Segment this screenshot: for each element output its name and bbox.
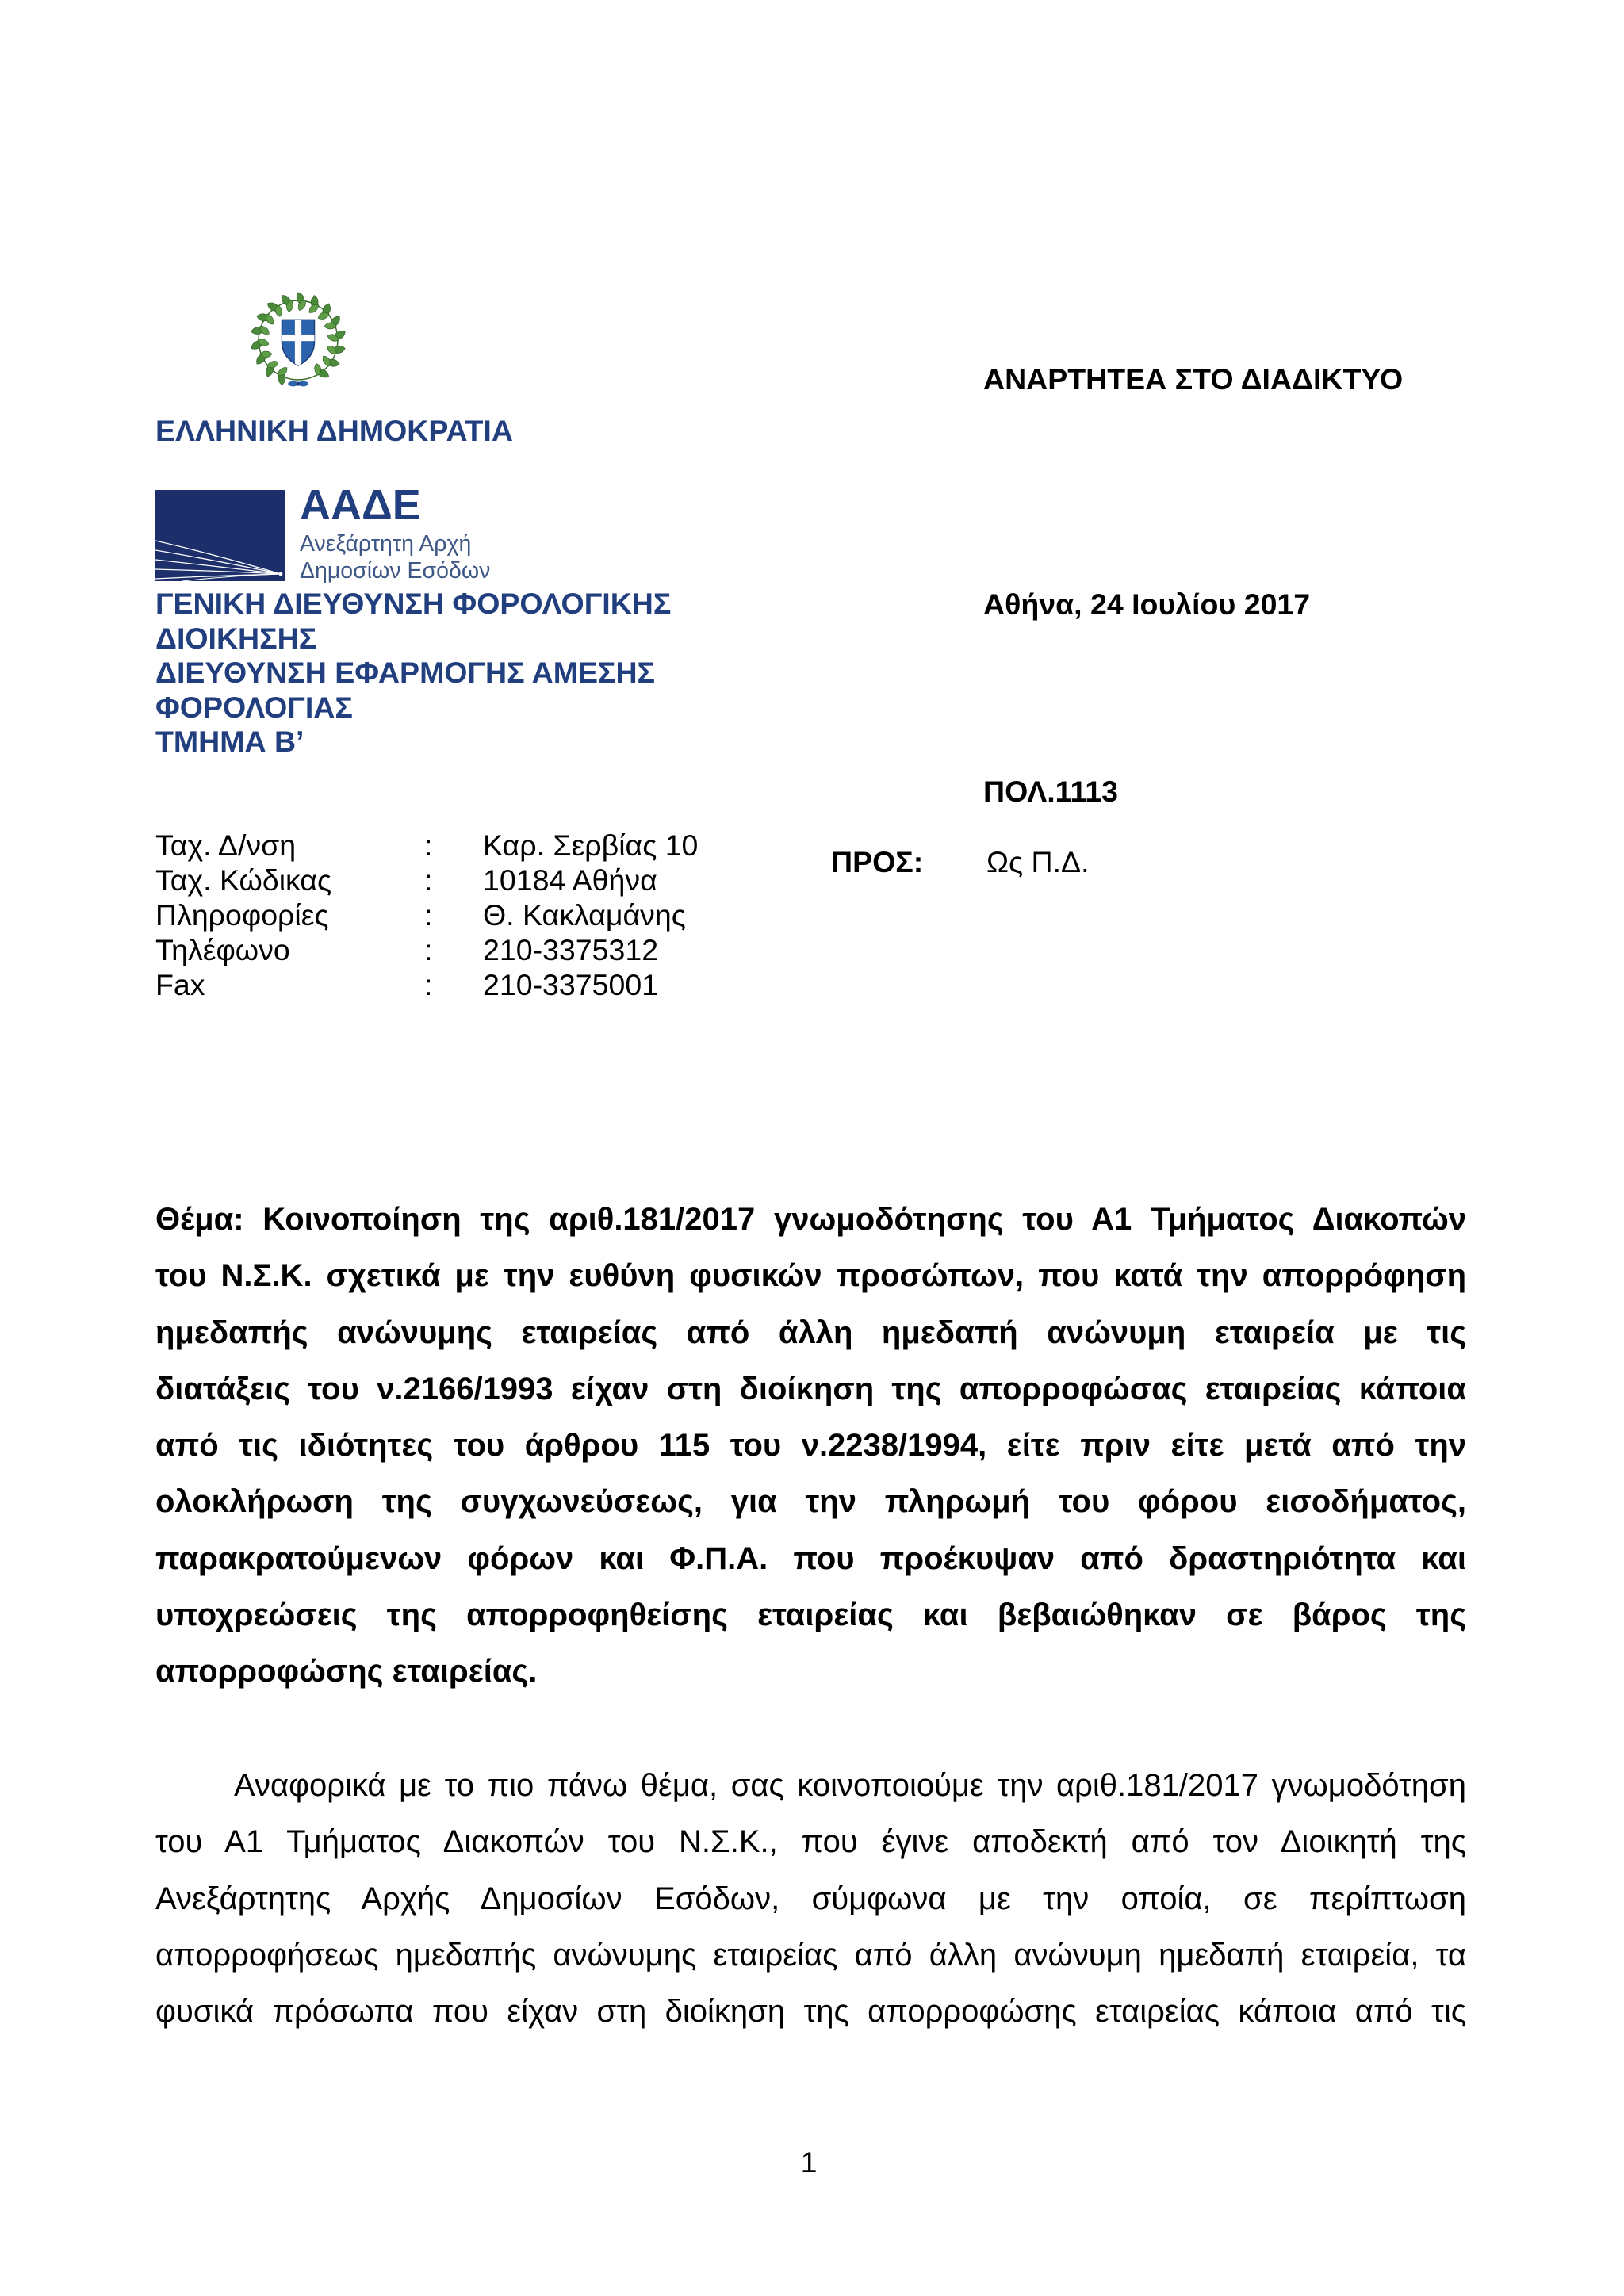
body-line: φυσικά πρόσωπα που είχαν στη διοίκηση της απορροφώσης εταιρείας κάποια από τις [155, 1994, 1466, 2030]
logo-subtitle-line-1: Ανεξάρτητη Αρχή [300, 531, 472, 557]
page-number: 1 [800, 2145, 818, 2179]
logo-acronym: ΑΑΔΕ [300, 481, 421, 529]
contact-value: Καρ. Σερβίας 10 [483, 828, 699, 862]
body-paragraph [155, 1758, 1466, 2040]
recipient-label: ΠΡΟΣ: [831, 845, 924, 878]
body-line: απορροφήσεως ημεδαπής ανώνυμης εταιρείας από άλλη ανώνυμη ημεδαπή εταιρεία, τα [155, 1937, 1466, 1973]
contact-row [155, 967, 758, 1002]
issuer-country: ΕΛΛΗΝΙΚΗ ΔΗΜΟΚΡΑΤΙΑ [155, 414, 513, 447]
contact-label: Τηλέφωνο [155, 933, 290, 966]
body-line: του Α1 Τμήματος Διακοπών του Ν.Σ.Κ., που έγινε αποδεκτή από τον Διοικητή της [155, 1824, 1466, 1860]
contact-separator: : [424, 898, 433, 932]
subject-line: παρακρατούμενων φόρων και Φ.Π.Α. που προέκυψαν από δραστηριότητα και [155, 1540, 1466, 1576]
contact-value: 210-3375001 [483, 968, 659, 1001]
logo-subtitle-line-2: Δημοσίων Εσόδων [300, 558, 491, 584]
contact-separator: : [424, 968, 433, 1001]
department-block [155, 587, 671, 760]
subject-line: ολοκλήρωση της συγχωνεύσεως, για την πληρωμή του φόρου εισοδήματος, [155, 1484, 1466, 1520]
contact-label: Ταχ. Κώδικας [155, 863, 332, 897]
department-line: ΤΜΗΜΑ Β’ [155, 725, 304, 758]
recipient-value: Ως Π.Δ. [986, 845, 1090, 878]
contact-label: Fax [155, 968, 205, 1001]
body-line: Ανεξάρτητης Αρχής Δημοσίων Εσόδων, σύμφωνα με την οποία, σε περίπτωση [155, 1881, 1466, 1916]
contact-value: 10184 Αθήνα [483, 863, 657, 897]
department-line: ΔΙΟΙΚΗΣΗΣ [155, 621, 317, 655]
department-line: ΔΙΕΥΘΥΝΣΗ ΕΦΑΡΜΟΓΗΣ ΑΜΕΣΗΣ [155, 656, 656, 689]
contact-separator: : [424, 828, 433, 862]
subject-paragraph [155, 1192, 1466, 1701]
contact-row [155, 897, 758, 932]
contact-row [155, 932, 758, 967]
department-line: ΦΟΡΟΛΟΓΙΑΣ [155, 690, 353, 724]
department-line: ΓΕΝΙΚΗ ΔΙΕΥΘΥΝΣΗ ΦΟΡΟΛΟΓΙΚΗΣ [155, 587, 672, 620]
body-line: Αναφορικά με το πιο πάνω θέμα, σας κοινοποιούμε την αριθ.181/2017 γνωμοδότηση [234, 1768, 1466, 1803]
reference-number: ΠΟΛ.1113 [983, 775, 1118, 808]
publish-note: ΑΝΑΡΤΗΤΕΑ ΣΤΟ ΔΙΑΔΙΚΤΥΟ [983, 362, 1404, 396]
subject-line: Θέμα: Κοινοποίηση της αριθ.181/2017 γνωμοδότησης του Α1 Τμήματος Διακοπών [155, 1202, 1466, 1237]
contact-label: Πληροφορίες [155, 898, 329, 932]
contact-table [155, 828, 758, 1002]
contact-row [155, 828, 758, 863]
greek-coat-of-arms-icon [247, 289, 349, 391]
document-date: Αθήνα, 24 Ιουλίου 2017 [983, 587, 1311, 621]
contact-label: Ταχ. Δ/νση [155, 828, 297, 862]
contact-separator: : [424, 863, 433, 897]
contact-value: Θ. Κακλαμάνης [483, 898, 686, 932]
subject-line: διατάξεις του ν.2166/1993 είχαν στη διοίκηση της απορροφώσας εταιρείας κάποια [155, 1371, 1466, 1406]
aade-logo-icon [155, 490, 285, 581]
contact-row [155, 863, 758, 897]
contact-separator: : [424, 933, 433, 966]
subject-line: υποχρεώσεις της απορροφηθείσης εταιρείας και βεβαιώθηκαν σε βάρος της [155, 1598, 1466, 1633]
subject-line: από τις ιδιότητες του άρθρου 115 του ν.2238/1994, είτε πριν είτε μετά από την [155, 1428, 1466, 1464]
subject-line: του Ν.Σ.Κ. σχετικά με την ευθύνη φυσικών προσώπων, που κατά την απορρόφηση [155, 1258, 1466, 1294]
subject-line: απορροφώσης εταιρείας. [155, 1654, 538, 1689]
subject-line: ημεδαπής ανώνυμης εταιρείας από άλλη ημεδαπή ανώνυμη εταιρεία με τις [155, 1314, 1466, 1350]
contact-value: 210-3375312 [483, 933, 659, 966]
